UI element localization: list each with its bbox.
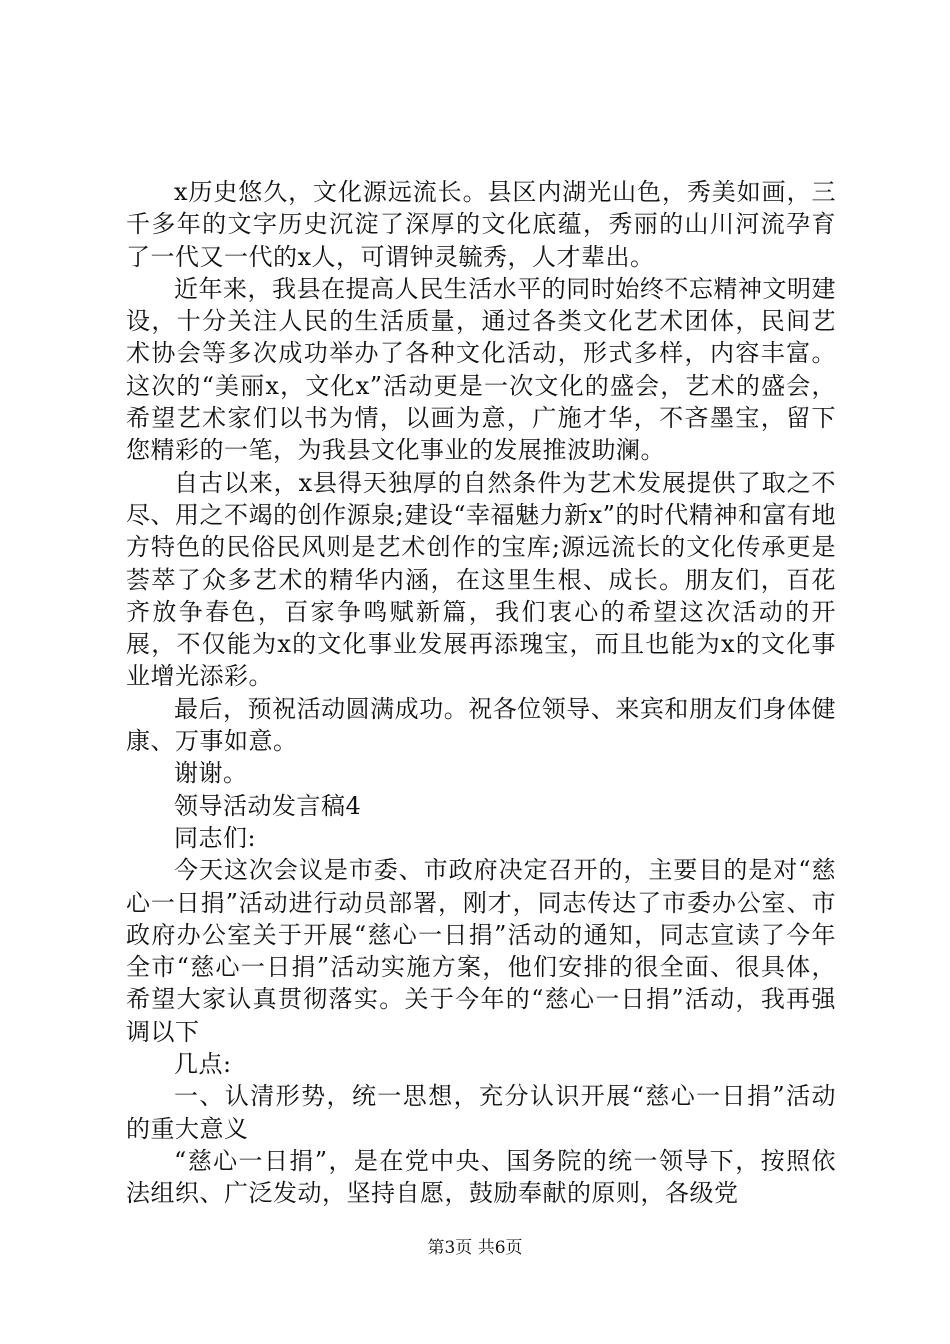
paragraph-since-ancient-times: 自古以来，x县得天独厚的自然条件为艺术发展提供了取之不尽、用之不竭的创作源泉;建设“幸福魅力新x”的时代精神和富有地方特色的民俗民风则是艺术创作的宝库;源远流长的文化传承更是荟萃了众多艺术的精华内涵，在这里生根、成长。朋友们，百花齐放争春色，百家争鸣赋新篇，我们衷心的希望这次活动的开展，不仅能为x的文化事业发展再添瑰宝，而且也能为x的文化事业增光添彩。 [126, 468, 836, 691]
paragraph-charity-day: “慈心一日捐”，是在党中央、国务院的统一领导下，按照依法组织、广泛发动，坚持自愿，鼓励奉献的原则，各级党 [126, 1146, 836, 1208]
paragraph-history: x历史悠久，文化源远流长。县区内湖光山色，秀美如画，三千多年的文字历史沉淀了深厚的文化底蕴，秀丽的山川河流孕育了一代又一代的x人，可谓钟灵毓秀，人才辈出。 [126, 178, 836, 271]
document-body [126, 176, 836, 1210]
section-title: 领导活动发言稿4 [174, 791, 362, 820]
paragraph-meeting-purpose: 今天这次会议是市委、市政府决定召开的，主要目的是对“慈心一日捐”活动进行动员部署，刚才，同志传达了市委办公室、市政府办公室关于开展“慈心一日捐”活动的通知，同志宣读了今年全市“慈心一日捐”活动实施方案，他们安排的很全面、很具体，希望大家认真贯彻落实。关于今年的“慈心一日捐”活动，我再强调以下 [126, 856, 836, 1046]
heading-point-one: 一、认清形势，统一思想，充分认识开展“慈心一日捐”活动的重大意义 [126, 1082, 836, 1143]
paragraph-finally: 最后，预祝活动圆满成功。祝各位领导、来宾和朋友们身体健康、万事如意。 [126, 694, 836, 756]
page-number-footer: 第3页 共6页 [427, 1238, 523, 1258]
paragraph-thanks: 谢谢。 [174, 759, 248, 788]
paragraph-points: 几点: [174, 1050, 232, 1079]
paragraph-recent-years: 近年来，我县在提高人民生活水平的同时始终不忘精神文明建设，十分关注人民的生活质量，通过各类文化艺术团体，民间艺术协会等多次成功举办了各种文化活动，形式多样，内容丰富。这次的“美丽x，文化x”活动更是一次文化的盛会，艺术的盛会，希望艺术家们以书为情，以画为意，广施才华，不吝墨宝，留下您精彩的一笔，为我县文化事业的发展推波助澜。 [126, 274, 836, 465]
salutation: 同志们: [174, 823, 257, 852]
